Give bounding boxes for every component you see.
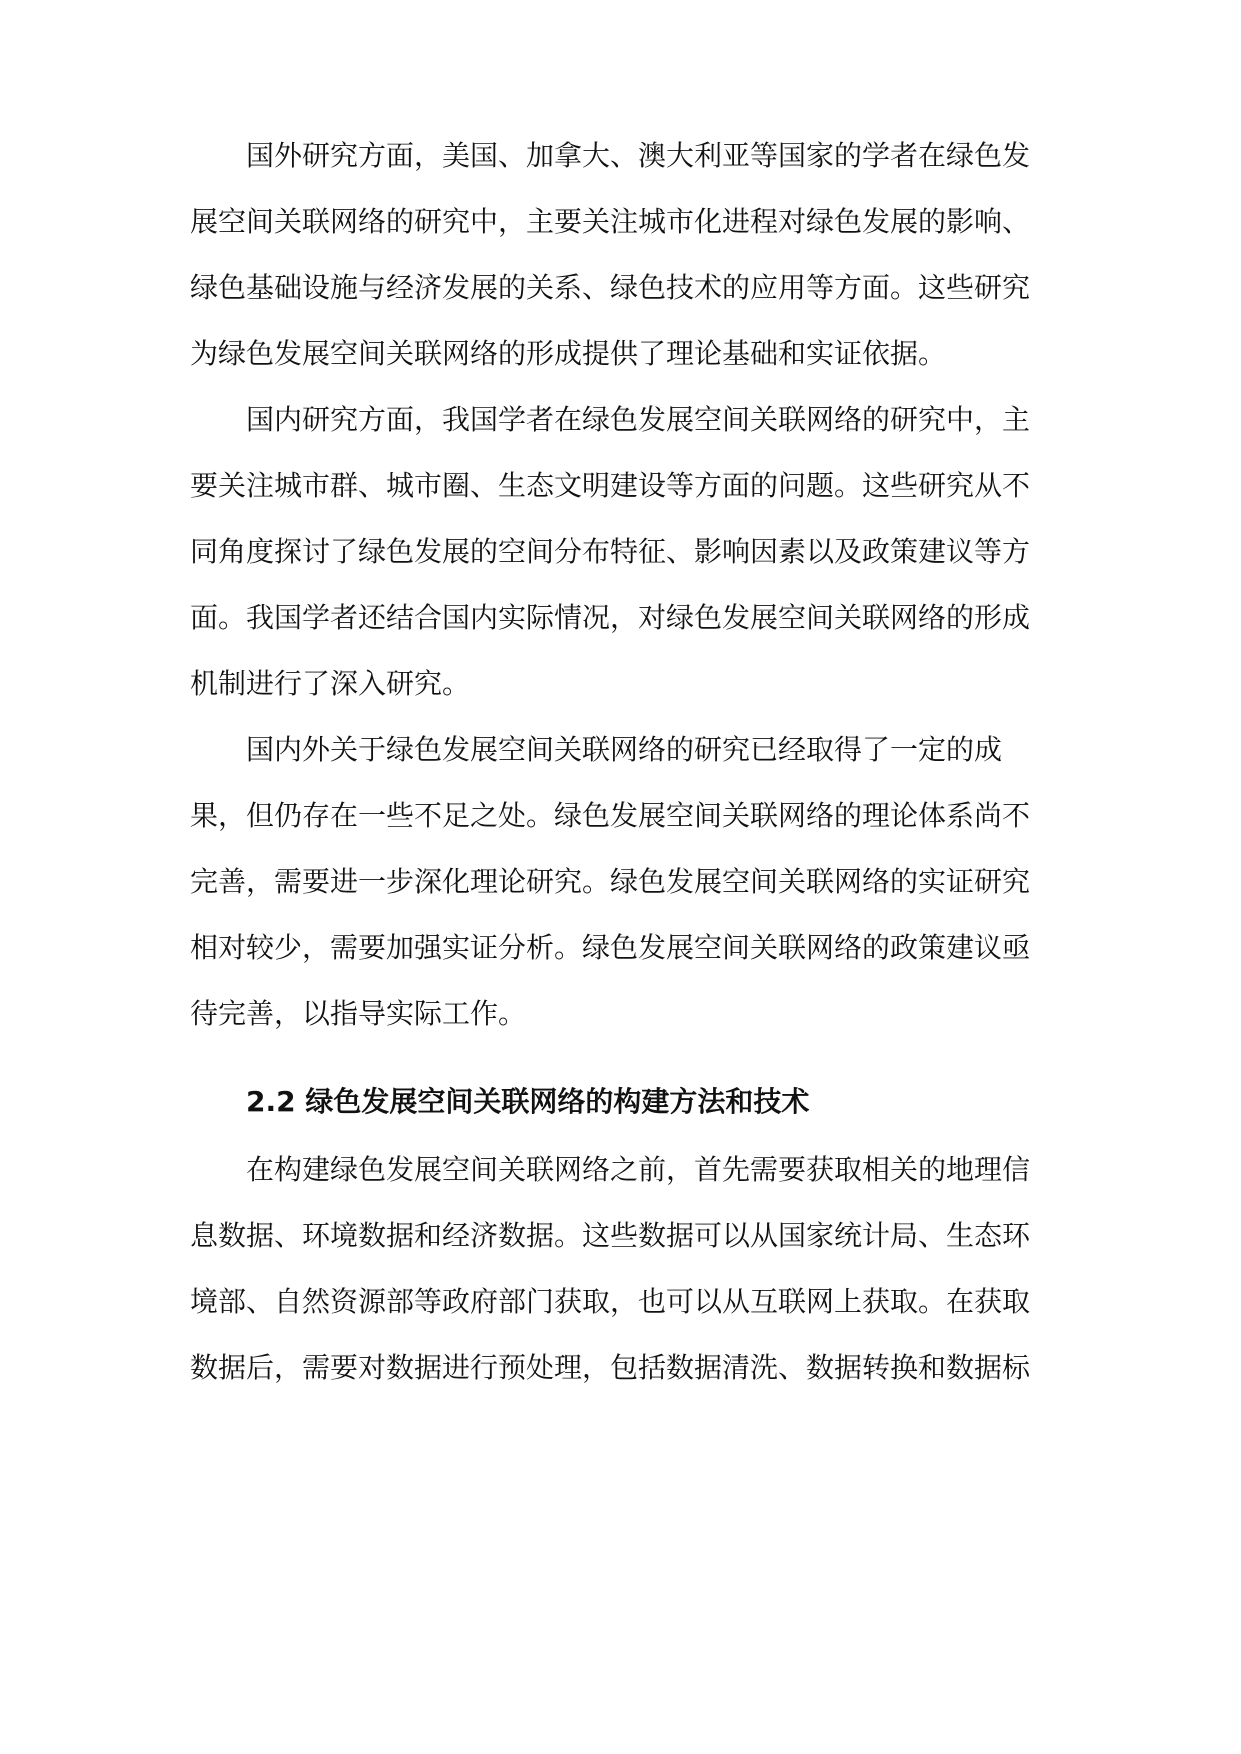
- section-paragraph-line-4: 数据后，需要对数据进行预处理，包括数据清洗、数据转换和数据标: [190, 1351, 1031, 1384]
- paragraph-2-line-3: 同角度探讨了绿色发展的空间分布特征、影响因素以及政策建议等方: [190, 535, 1031, 568]
- section-paragraph-line-2: 息数据、环境数据和经济数据。这些数据可以从国家统计局、生态环: [190, 1219, 1031, 1252]
- paragraph-1-line-1: 国外研究方面，美国、加拿大、澳大利亚等国家的学者在绿色发: [246, 139, 1031, 172]
- paragraph-3-line-1: 国内外关于绿色发展空间关联网络的研究已经取得了一定的成: [246, 733, 1003, 766]
- section-paragraph-line-1: 在构建绿色发展空间关联网络之前，首先需要获取相关的地理信: [246, 1153, 1031, 1186]
- paragraph-1-line-4: 为绿色发展空间关联网络的形成提供了理论基础和实证依据。: [190, 337, 947, 370]
- paragraph-3-line-2: 果，但仍存在一些不足之处。绿色发展空间关联网络的理论体系尚不: [190, 799, 1031, 832]
- paragraph-3-line-3: 完善，需要进一步深化理论研究。绿色发展空间关联网络的实证研究: [190, 865, 1031, 898]
- paragraph-1-line-2: 展空间关联网络的研究中，主要关注城市化进程对绿色发展的影响、: [190, 205, 1031, 238]
- section-paragraph-line-3: 境部、自然资源部等政府部门获取，也可以从互联网上获取。在获取: [190, 1285, 1031, 1318]
- paragraph-3-line-5: 待完善，以指导实际工作。: [190, 997, 527, 1030]
- paragraph-1-line-3: 绿色基础设施与经济发展的关系、绿色技术的应用等方面。这些研究: [190, 271, 1031, 304]
- paragraph-3-line-4: 相对较少，需要加强实证分析。绿色发展空间关联网络的政策建议亟: [190, 931, 1031, 964]
- paragraph-2-line-2: 要关注城市群、城市圈、生态文明建设等方面的问题。这些研究从不: [190, 469, 1031, 502]
- paragraph-2-line-4: 面。我国学者还结合国内实际情况，对绿色发展空间关联网络的形成: [190, 601, 1031, 634]
- paragraph-2-line-5: 机制进行了深入研究。: [190, 667, 471, 700]
- paragraph-2-line-1: 国内研究方面，我国学者在绿色发展空间关联网络的研究中，主: [246, 403, 1031, 436]
- section-heading: 2.2 绿色发展空间关联网络的构建方法和技术: [246, 1085, 810, 1118]
